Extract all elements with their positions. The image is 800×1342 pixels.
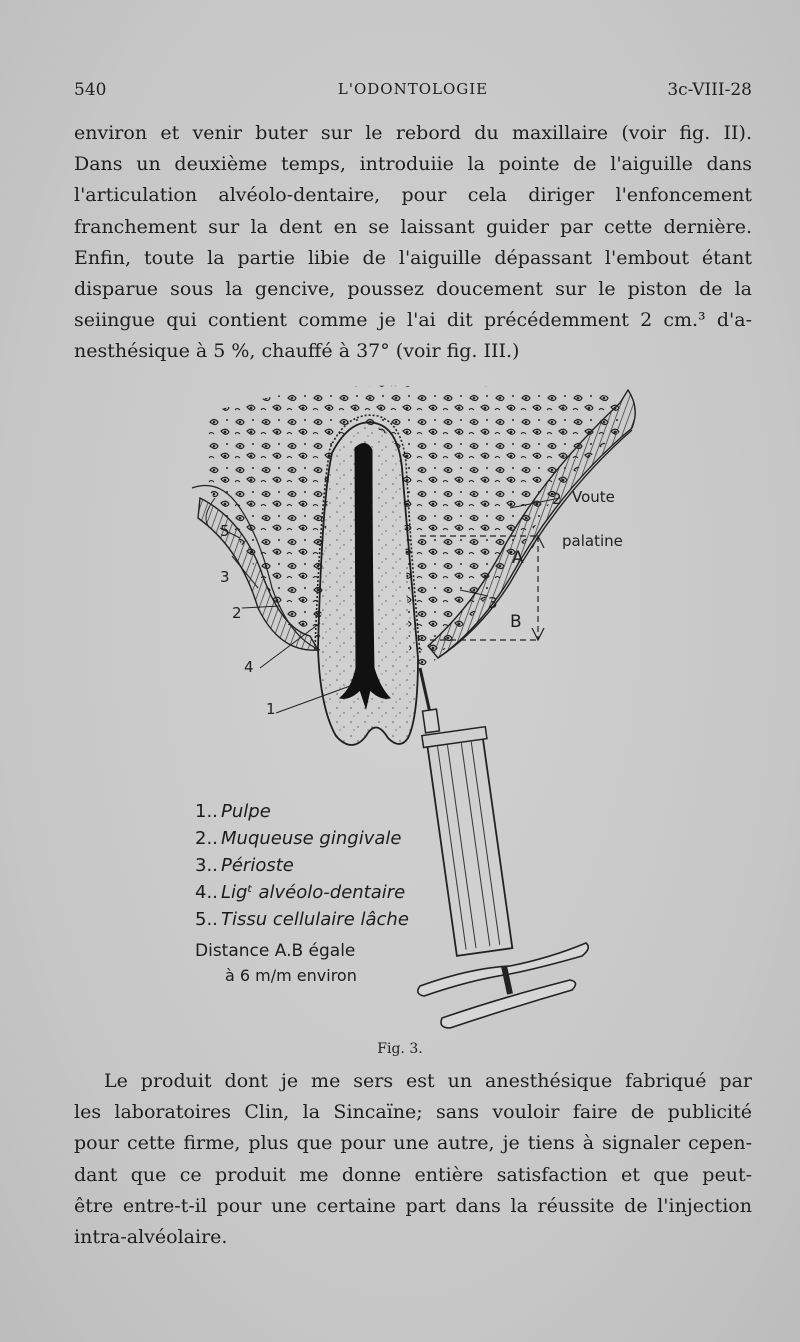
text-line: seiingue qui contient comme je l'ai dit précédemment 2 cm.³ d'a- (74, 309, 752, 332)
distance-value: à 6 m/m environ (225, 966, 357, 985)
text-line: intra-alvéolaire. (74, 1226, 228, 1249)
text-line: dant que ce produit me donne entière satisfaction et que peut- (74, 1163, 752, 1186)
label-palatine: palatine (562, 532, 623, 550)
journal-title: L'ODONTOLOGIE (337, 80, 489, 98)
running-header (74, 80, 752, 106)
label-2-right: 2 (552, 490, 562, 508)
issue-date: 3c-VIII-28 (667, 80, 752, 100)
legend-item: 4.. Ligᵗ alvéolo-dentaire (195, 882, 406, 903)
syringe-needle (420, 668, 430, 713)
label-1: 1 (266, 700, 276, 718)
syringe-hub (423, 709, 440, 733)
text-line: l'articulation alvéolo-dentaire, pour cela diriger l'enfoncement (74, 184, 752, 207)
text-line: être entre-t-il pour une certaine part dans la réussite de l'injection (74, 1194, 752, 1217)
legend-item: 5.. Tissu cellulaire lâche (195, 909, 409, 930)
label-4: 4 (244, 658, 254, 676)
label-5: 5 (220, 522, 230, 540)
text-line: disparue sous la gencive, poussez doucement sur le piston de la (74, 278, 752, 301)
text-line: pour cette firme, plus que pour une autre, je tiens à signaler cepen- (74, 1132, 752, 1155)
page-number: 540 (74, 80, 107, 100)
text-line: Enfin, toute la partie libie de l'aiguille dépassant l'embout étant (74, 246, 752, 269)
text-line: franchement sur la dent en se laissant guider par cette dernière. (74, 215, 752, 238)
label-3-left: 3 (220, 568, 230, 586)
paragraph-top (74, 118, 752, 368)
text-line: nesthésique à 5 %, chauffé à 37° (voir fig. III.) (74, 340, 520, 363)
legend-item: 2.. Muqueuse gingivale (195, 828, 402, 849)
distance-note: Distance A.B égale (195, 941, 356, 961)
text-line: les laboratoires Clin, la Sincaïne; sans vouloir faire de publicité (74, 1101, 752, 1124)
figure-legend (195, 798, 409, 987)
label-2-left: 2 (232, 604, 242, 622)
text-line: environ et venir buter sur le rebord du maxillaire (voir fig. II). (74, 122, 752, 144)
text-line: Dans un deuxième temps, introduiie la pointe de l'aiguille dans (74, 153, 752, 176)
text-line: Le produit dont je me sers est un anesthésique fabriqué par (104, 1070, 752, 1092)
label-3-right: 3 (488, 594, 498, 612)
figure-caption: Fig. 3. (377, 1041, 423, 1057)
legend-item: 1.. Pulpe (195, 801, 271, 822)
paragraph-bottom (74, 1066, 752, 1253)
label-b: B (510, 612, 522, 632)
label-a: A (512, 548, 524, 568)
label-voute: Voute (572, 488, 615, 506)
syringe-barrel (422, 727, 516, 957)
legend-item: 3.. Périoste (195, 855, 294, 876)
